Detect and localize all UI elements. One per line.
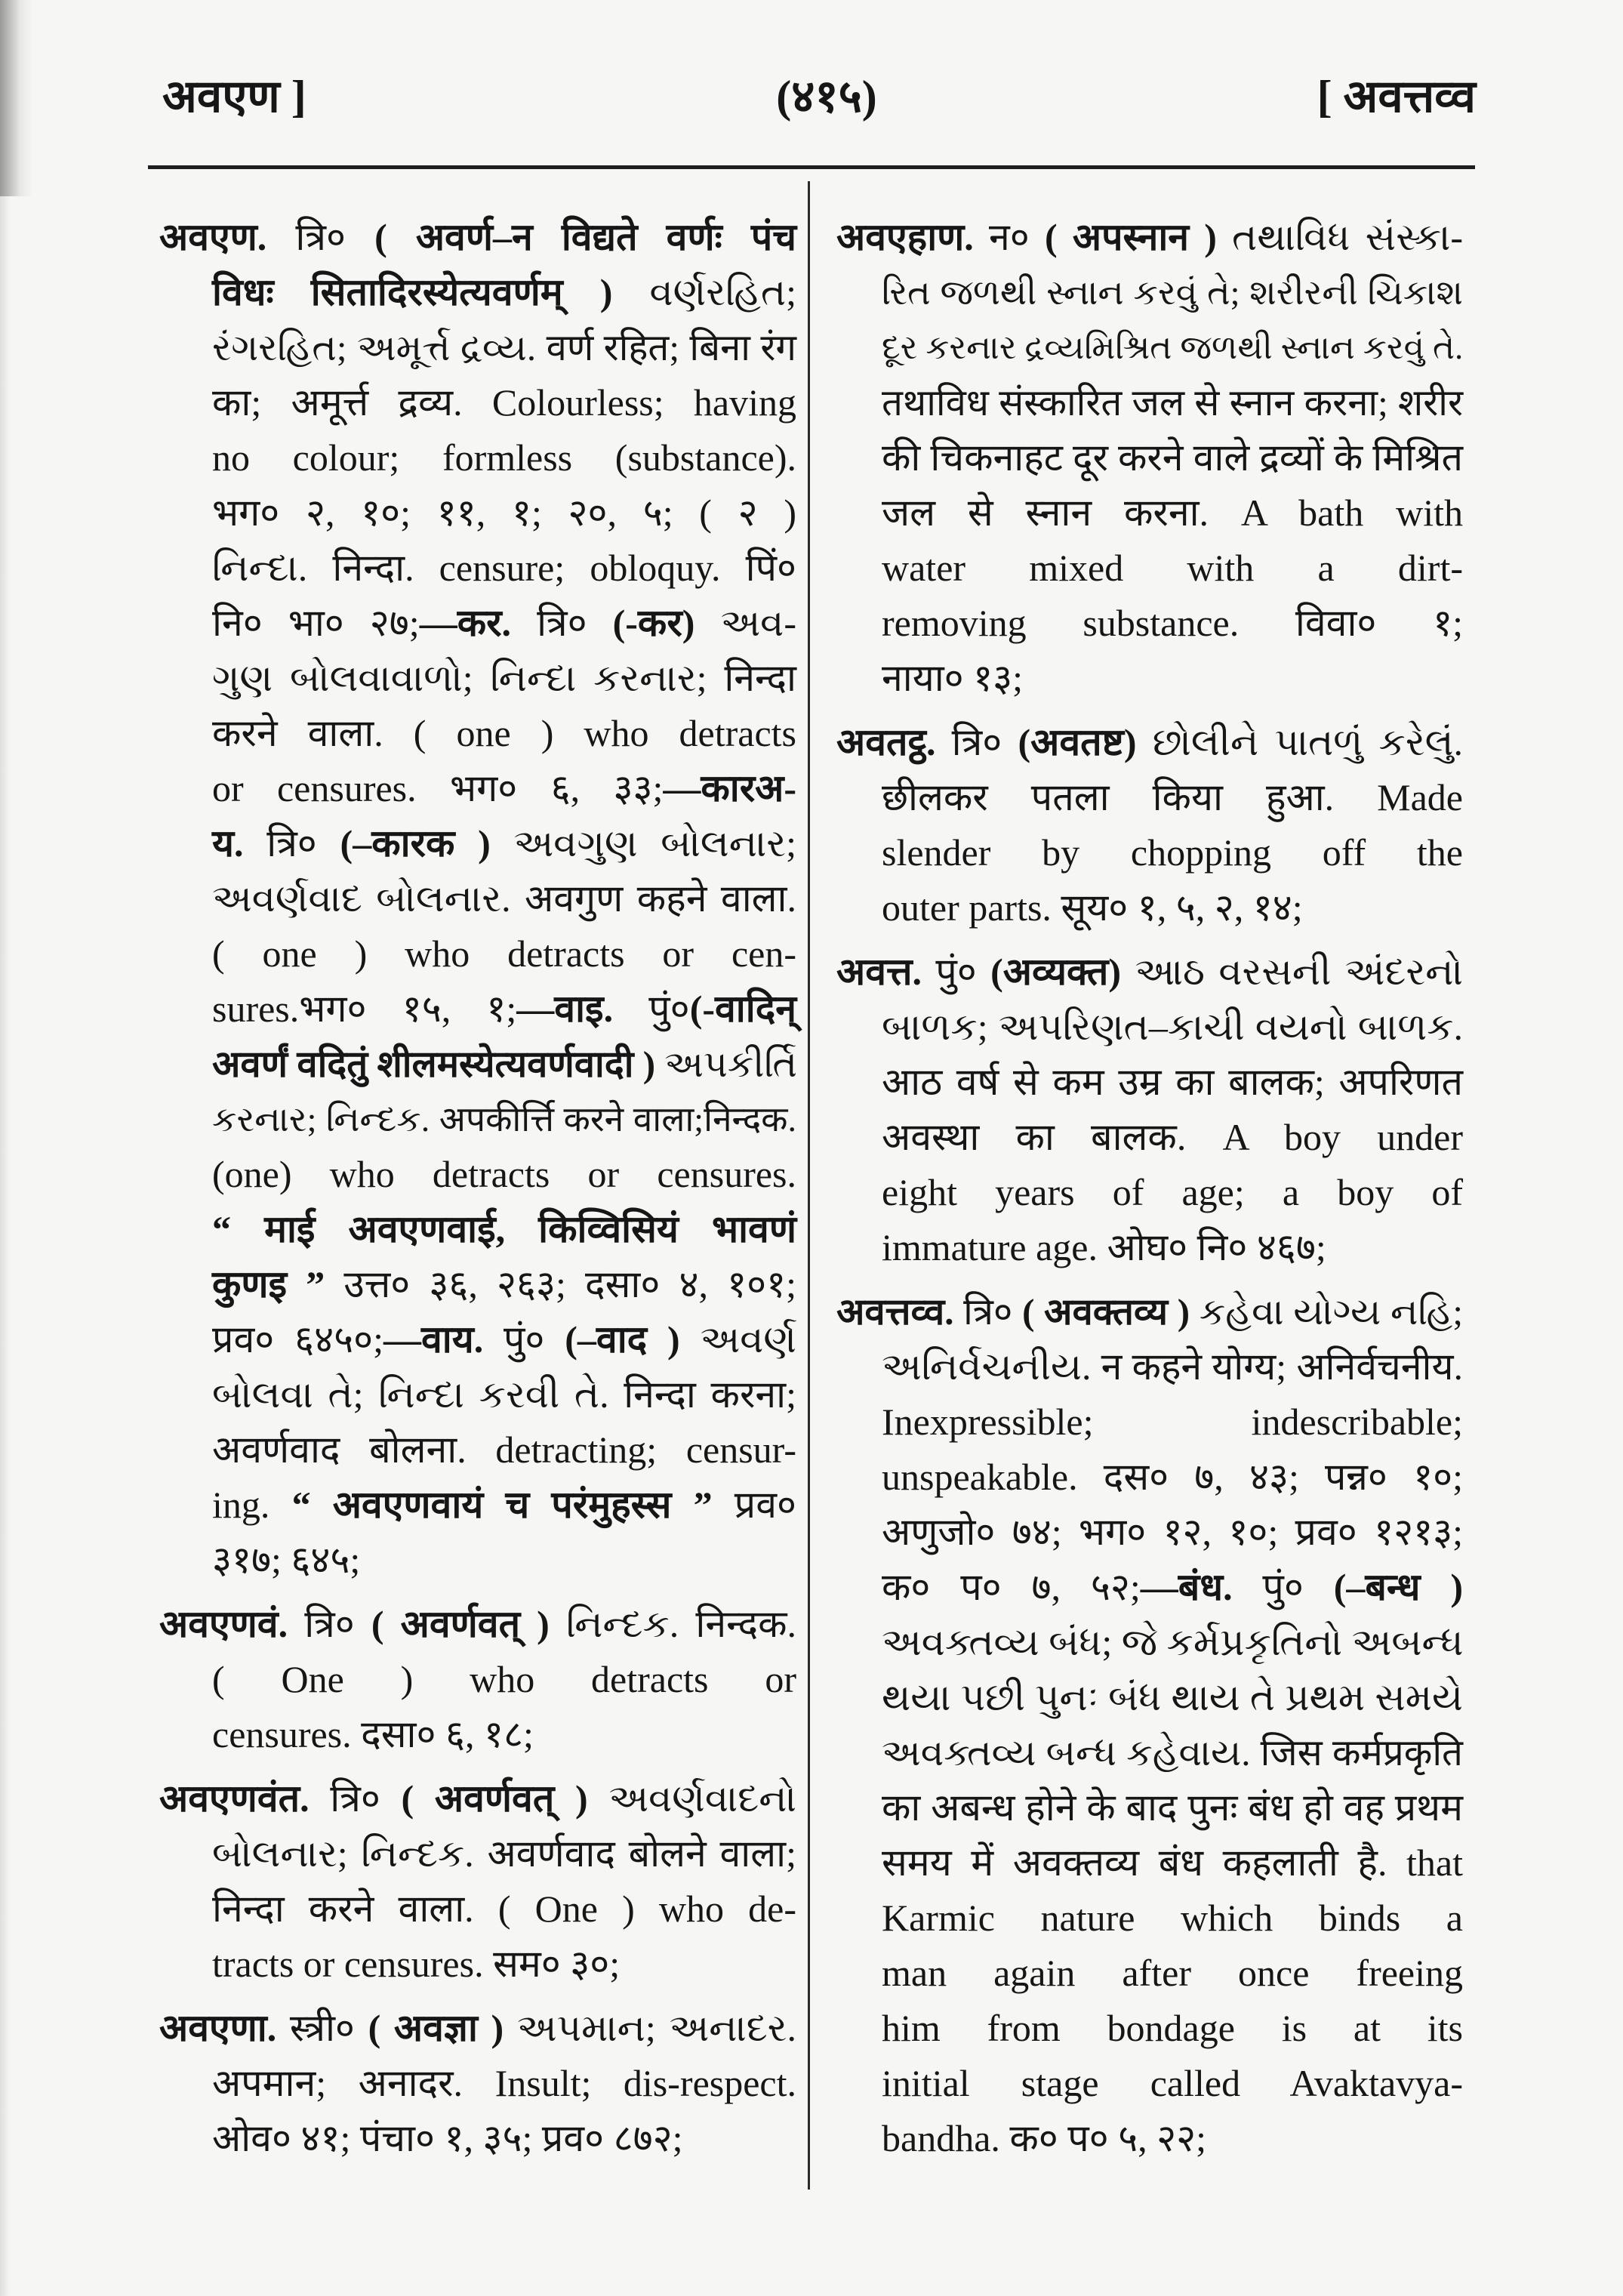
entry-text: त्रि०: [953, 1291, 1023, 1333]
entry-line: [159, 2056, 796, 2111]
entry-text: क० प० ७, ५२;: [882, 1566, 1141, 1608]
entry-line: [159, 1533, 796, 1588]
entry-text: नाया० १३;: [882, 657, 1024, 699]
bold-text: ( अवक्तव्य ): [1022, 1291, 1190, 1333]
header-rule: [148, 165, 1475, 169]
entry-text: tracts or censures. सम० ३०;: [212, 1943, 621, 1985]
bold-text: ( अपस्नान ): [1045, 216, 1217, 258]
bold-text: ( अवर्णवत् ): [371, 1603, 550, 1645]
left-column: [159, 210, 796, 2166]
entry-line: [159, 871, 796, 926]
entry-line: [836, 2111, 1463, 2166]
scan-edge-shadow: [0, 0, 33, 196]
entry-line: [836, 375, 1463, 430]
entry-text: त्रि०: [243, 822, 340, 864]
entry-line: [836, 265, 1463, 320]
entry-line: [159, 1826, 796, 1881]
bold-text: कुणइ ”: [212, 1263, 325, 1305]
entry-text: નિન્દા. निन्दा. censure; obloquy. पिं०: [212, 547, 796, 589]
headword: अवएणवं.: [159, 1603, 288, 1645]
entry-line: [836, 1946, 1463, 2001]
entry-line: [836, 2056, 1463, 2111]
entry-text: છોલીને પાતળું કરેલું.: [1136, 721, 1463, 763]
entry-headline: [159, 210, 796, 265]
entry-line: [836, 430, 1463, 485]
entry-text: અવ-: [694, 602, 796, 644]
headword: अवत्त.: [836, 951, 922, 993]
entry-text: બોલનાર; નિન્દક. अवर्णवाद बोलने वाला;: [212, 1832, 796, 1875]
entry-line: [836, 1835, 1463, 1891]
headword: अवएणा.: [159, 2007, 277, 2049]
entry-line: [159, 1092, 796, 1147]
entry-line: [159, 1147, 796, 1202]
entry-text: अणुजो० ७४; भग० १२, १०; प्रव० १२१३;: [882, 1511, 1463, 1553]
headword: अवएण.: [159, 216, 267, 258]
entry-text: करने वाला. ( one ) who detracts: [212, 712, 796, 754]
entry-line: [836, 1615, 1463, 1670]
bold-text: —वाइ.: [516, 988, 614, 1030]
entry-line: [836, 880, 1463, 935]
entry-line: [159, 541, 796, 596]
entry-line: [159, 1422, 796, 1478]
entry-line: [836, 485, 1463, 541]
entry-text: immature age. ओघ० नि० ४६७;: [882, 1226, 1326, 1268]
entry-text: દૂર કરનાર દ્રવ્યમિશ્રિત જળથી સ્નાન કરવું તે.: [882, 329, 1464, 366]
entry-text: का; अमूर्त्त द्रव्य. Colourless; having: [212, 381, 796, 424]
entry-text: पुं०: [613, 988, 690, 1030]
entry-headline: [836, 210, 1463, 265]
entry-text: અપકીર્તિ: [655, 1043, 797, 1085]
dictionary-entry: [159, 210, 796, 1588]
entry-text: water mixed with a dirt-: [882, 547, 1463, 589]
entry-text: त्रि०: [935, 721, 1018, 763]
entry-text: नि० भा० २७;: [212, 602, 420, 644]
entry-line: [836, 596, 1463, 651]
bold-text: —कर.: [419, 602, 512, 644]
entry-line: [159, 761, 796, 816]
entry-line: [159, 1881, 796, 1937]
bold-text: (–बन्ध ): [1333, 1566, 1463, 1608]
entry-line: [836, 1670, 1463, 1725]
scan-edge-shadow-strip: [0, 196, 11, 2296]
entry-line: [159, 320, 796, 375]
entry-text: ( one ) who detracts or cen-: [212, 932, 796, 975]
entry-text: removing substance. विवा० १;: [882, 602, 1463, 644]
entry-text: રિત જળથી સ્નાન કરવું તે; શરીરની ચિકાશ: [882, 273, 1463, 312]
entry-text: त्रि०: [511, 602, 613, 644]
entry-text: અવર્ણવાદ બોલનાર. अवगुण कहने वाला.: [212, 877, 796, 920]
entry-headline: [159, 1771, 796, 1826]
entry-text: outer parts. सूय० १, ५, २, १४;: [882, 886, 1303, 929]
bold-text: विधः सितादिरस्येत्यवर्णम् ): [212, 271, 613, 313]
entry-line: [159, 706, 796, 761]
bold-text: (–वाद ): [565, 1318, 680, 1361]
entry-text: भग० २, १०; ११, १; २०, ५; ( २ ): [212, 492, 796, 534]
entry-line: [836, 1505, 1463, 1560]
dictionary-entry: [159, 1771, 796, 1992]
dictionary-entry: [836, 715, 1463, 935]
entry-headline: [836, 945, 1463, 1000]
entry-line: [836, 1165, 1463, 1220]
entry-line: [836, 541, 1463, 596]
bold-text: “ अवएणवायं च परंमुहस्स ”: [291, 1484, 713, 1526]
entry-text: पुं०: [922, 951, 991, 993]
entry-line: [836, 1450, 1463, 1505]
entry-line: [836, 1780, 1463, 1835]
entry-line: [159, 596, 796, 651]
entry-line: [836, 1220, 1463, 1275]
entry-text: ओव० ४१; पंचा० १, ३५; प्रव० ८७२;: [212, 2117, 683, 2159]
entry-text: जल से स्नान करना. A bath with: [882, 492, 1463, 534]
dictionary-entry: [159, 1597, 796, 1762]
entry-headline: [836, 1284, 1463, 1339]
bold-text: (-वादिन्: [689, 988, 796, 1030]
entry-text: અવક્તવ્ય બંધ; જે કર્મપ્રકૃતિનો અબન્ધ: [882, 1621, 1464, 1663]
entry-text: ing.: [212, 1484, 292, 1526]
entry-text: રંગરહિત; અમૂર્ત્ત દ્રવ્ય. वर्ण रहित; बिना रंग: [212, 327, 796, 368]
entry-text: slender by chopping off the: [882, 831, 1463, 874]
entry-line: [836, 320, 1463, 375]
entry-text: अपमान; अनादर. Insult; dis-respect.: [212, 2062, 796, 2104]
entry-line: [836, 1055, 1463, 1110]
entry-text: no colour; formless (substance).: [212, 436, 796, 479]
entry-line: [836, 1891, 1463, 1946]
entry-text: अवस्था का बालक. A boy under: [882, 1116, 1463, 1158]
entry-text: અવર્ણવાદનો: [587, 1777, 796, 1820]
entry-line: [836, 1395, 1463, 1450]
entry-line: [836, 825, 1463, 880]
entry-line: [159, 1367, 796, 1422]
bold-text: —बंध.: [1140, 1566, 1233, 1608]
bold-text: ( अवर्ण–न विद्यते वर्णः पंच: [374, 216, 796, 258]
entry-text: અવર્ણ: [679, 1318, 796, 1361]
running-head-right: [ अवत्तव्व: [1317, 72, 1476, 122]
dictionary-entry: [836, 945, 1463, 1275]
entry-text: તથાવિધ સંસ્કા-: [1216, 216, 1464, 258]
entry-text: અવક્તવ્ય બન્ધ કહેવાય. जिस कर्मप्रकृति: [882, 1732, 1463, 1774]
bold-text: (-कर): [612, 602, 695, 644]
entry-text: निन्दा करने वाला. ( One ) who de-: [212, 1888, 796, 1930]
entry-text: Karmic nature which binds a: [882, 1897, 1463, 1939]
entry-text: man again after once freeing: [882, 1952, 1463, 1994]
bold-text: ( अवर्णवत् ): [401, 1777, 588, 1820]
entry-text: કરનાર; નિન્દક. अपकीर्त्ति करने वाला;निन्दक.: [212, 1100, 796, 1139]
entry-text: त्रि०: [266, 216, 375, 258]
entry-text: का अबन्ध होने के बाद पुनः बंध हो वह प्रथम: [882, 1786, 1463, 1829]
right-column: [836, 210, 1463, 2166]
dictionary-entry: [836, 1284, 1463, 2166]
entry-line: [159, 1707, 796, 1762]
entry-text: अवर्णवाद बोलना. detracting; censur-: [212, 1428, 796, 1471]
entry-line: [159, 651, 796, 706]
entry-line: [159, 1937, 796, 1992]
entry-text: समय में अवक्तव्य बंध कहलाती है. that: [882, 1841, 1463, 1884]
entry-text: ( One ) who detracts or: [212, 1658, 796, 1700]
entry-text: initial stage called Avaktavya-: [882, 2062, 1463, 2104]
bold-text: —कारअ-: [663, 767, 796, 809]
bold-text: “ माई अवएणवाई, किव्विसियं भावणं: [212, 1208, 796, 1250]
entry-text: न०: [973, 216, 1046, 258]
entry-text: censures. दसा० ६, १८;: [212, 1713, 534, 1755]
entry-line: [159, 926, 796, 982]
entry-text: or censures. भग० ६, ३३;: [212, 767, 664, 809]
entry-text: him from bondage is at its: [882, 2007, 1463, 2049]
entry-line: [836, 2001, 1463, 2056]
entry-text: unspeakable. दस० ७, ४३; पन्न० १०;: [882, 1456, 1463, 1498]
bold-text: —वाय.: [383, 1318, 484, 1361]
entry-line: [159, 1312, 796, 1367]
bold-text: य.: [212, 822, 244, 864]
entry-line: [159, 1037, 796, 1092]
entry-line: [159, 2111, 796, 2166]
entry-line: [159, 485, 796, 541]
entry-text: त्रि०: [288, 1603, 371, 1645]
entry-text: पुं०: [483, 1318, 565, 1361]
entry-text: અનિર્વચનીય. न कहने योग्य; अनिर्वचनीय.: [882, 1345, 1463, 1388]
dictionary-entry: [836, 210, 1463, 706]
entry-line: [159, 816, 796, 871]
entry-headline: [836, 715, 1463, 770]
entry-headline: [159, 1597, 796, 1652]
entry-text: ३१७; ६४५;: [212, 1539, 361, 1581]
entry-line: [836, 1110, 1463, 1165]
entry-text: અવગુણ બોલનાર;: [490, 822, 796, 864]
entry-line: [159, 265, 796, 320]
entry-text: Inexpressible; indescribable;: [882, 1401, 1463, 1443]
entry-line: [836, 1560, 1463, 1615]
entry-text: त्रि०: [309, 1777, 402, 1820]
entry-line: [159, 1202, 796, 1257]
bold-text: अवर्णं वदितुं शीलमस्येत्यवर्णवादी ): [212, 1043, 656, 1085]
entry-text: કહેવા યોગ્ય નહિ;: [1190, 1291, 1463, 1333]
entry-line: [836, 1339, 1463, 1395]
entry-text: આઠ વરસની અંદરનો: [1121, 951, 1463, 993]
entry-text: વર્ણરહિત;: [612, 271, 796, 313]
entry-text: bandha. क० प० ५, २२;: [882, 2117, 1207, 2159]
entry-text: प्रव०: [712, 1484, 796, 1526]
entry-line: [836, 651, 1463, 706]
entry-line: [159, 1652, 796, 1707]
entry-text: (one) who detracts or censures.: [212, 1153, 796, 1195]
entry-text: બાળક; અપરિણત–કાચી વયનો બાળક.: [882, 1006, 1463, 1048]
entry-line: [836, 770, 1463, 825]
headword: अवएहाण.: [836, 216, 974, 258]
headword: अवतट्ठ.: [836, 721, 936, 763]
entry-text: तथाविध संस्कारित जल से स्नान करना; शरीर: [882, 382, 1463, 424]
entry-line: [159, 1257, 796, 1312]
entry-line: [836, 1000, 1463, 1055]
bold-text: (अव्यक्त): [990, 951, 1121, 993]
headword: अवएणवंत.: [159, 1777, 310, 1820]
entry-text: की चिकनाहट दूर करने वाले द्रव्यों के मिश्रित: [882, 436, 1463, 479]
entry-text: નિન્દક. निन्दक.: [549, 1603, 796, 1645]
entry-text: sures.भग० १५, १;: [212, 988, 517, 1030]
entry-line: [159, 982, 796, 1037]
running-head-left: अवएण ]: [162, 72, 306, 122]
entry-text: आठ वर्ष से कम उम्र का बालक; अपरिणत: [882, 1061, 1463, 1103]
entry-text: पुं०: [1232, 1566, 1334, 1608]
entry-text: छीलकर पतला किया हुआ. Made: [882, 776, 1463, 818]
dictionary-entry: [159, 2001, 796, 2166]
entry-text: થયા પછી પુનઃ બંધ થાય તે પ્રથમ સમયે: [882, 1676, 1463, 1718]
entry-text: उत्त० ३६, २६३; दसा० ४, १०१;: [325, 1263, 796, 1305]
bold-text: ( अवज्ञा ): [368, 2007, 504, 2049]
entry-line: [159, 1478, 796, 1533]
entry-text: બોલવા તે; નિન્દા કરવી તે. निन्दा करना;: [212, 1373, 796, 1416]
entry-text: प्रव० ६४५०;: [212, 1318, 383, 1361]
entry-text: ગુણ બોલવાવાળો; નિન્દા કરનાર; निन्दा: [212, 657, 796, 699]
entry-text: स्त्री०: [276, 2007, 368, 2049]
entry-line: [159, 375, 796, 430]
entry-line: [836, 1725, 1463, 1780]
bold-text: (–कारक ): [340, 822, 491, 864]
entry-line: [159, 430, 796, 485]
page-number: (४१५): [776, 72, 877, 122]
headword: अवत्तव्व.: [836, 1291, 954, 1333]
column-divider: [808, 181, 810, 2190]
entry-text: eight years of age; a boy of: [882, 1171, 1463, 1213]
bold-text: (अवतष्ट): [1018, 721, 1137, 763]
entry-text: અપમાન; અનાદર.: [504, 2007, 796, 2049]
entry-headline: [159, 2001, 796, 2056]
